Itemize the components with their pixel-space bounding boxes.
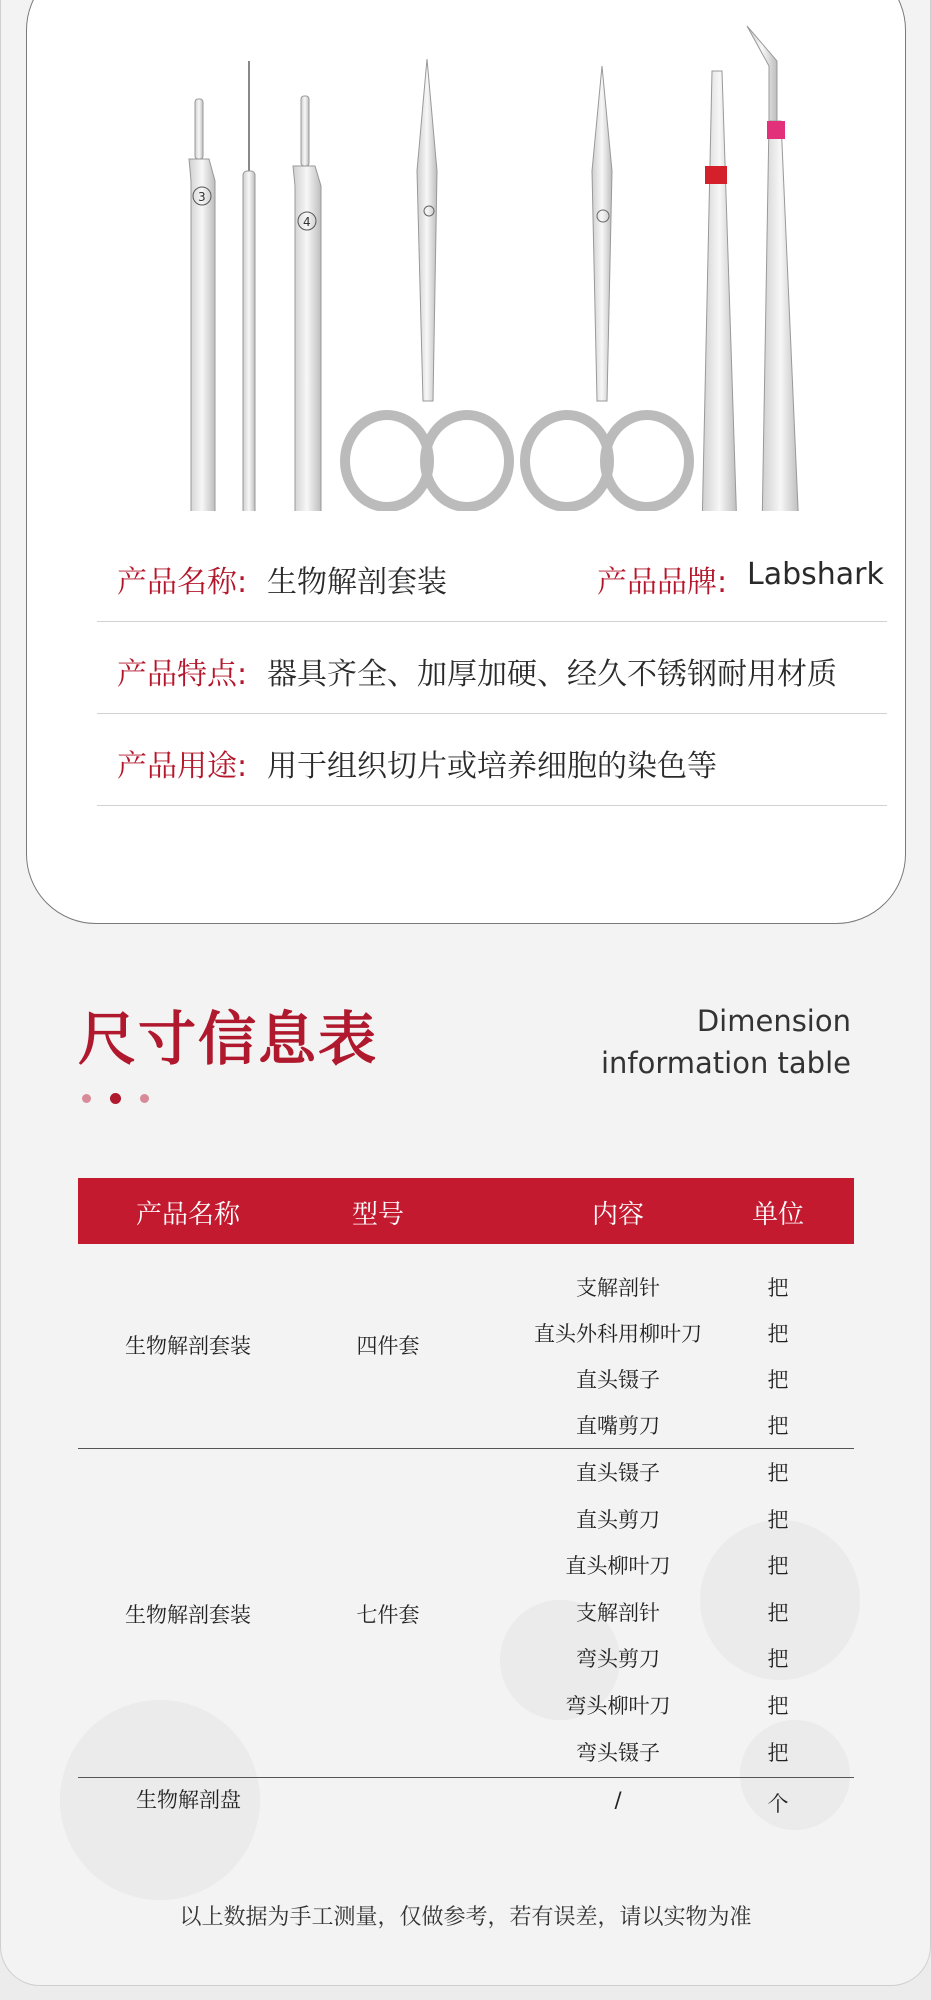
- svg-text:3: 3: [198, 190, 206, 204]
- scalpel-handle-3-icon: [189, 99, 215, 511]
- section-subtitle-line2: information table: [600, 1046, 851, 1080]
- header-unit: 单位: [751, 1200, 804, 1230]
- cell-unit: 把: [767, 1741, 789, 1765]
- cell-content: 直头柳叶刀: [565, 1554, 671, 1578]
- cell-content: /: [614, 1788, 622, 1812]
- curved-forceps-icon: [747, 26, 799, 511]
- table-row: [78, 1244, 854, 1449]
- info-row-name-brand: [97, 531, 887, 622]
- cell-unit: 把: [767, 1647, 789, 1671]
- product-usage-label: 产品用途:: [117, 749, 248, 784]
- cell-unit: 把: [767, 1276, 789, 1300]
- cell-unit: 把: [767, 1322, 789, 1346]
- cell-unit: 把: [767, 1601, 789, 1625]
- cell-content: 弯头镊子: [576, 1741, 660, 1765]
- cell-product-name: 生物解剖套装: [125, 1334, 251, 1358]
- cell-unit: 把: [767, 1368, 789, 1392]
- cell-unit: 把: [767, 1414, 789, 1438]
- cell-content: 直头镊子: [576, 1368, 660, 1392]
- cell-unit: 把: [767, 1694, 789, 1718]
- section-subtitle: [491, 1000, 851, 1084]
- cell-content: 弯头剪刀: [576, 1647, 660, 1671]
- cell-model: 四件套: [356, 1334, 420, 1358]
- dissection-tools-image: [137, 0, 897, 511]
- info-row-usage: [97, 715, 887, 806]
- table-header: [78, 1178, 854, 1244]
- product-usage-value: 用于组织切片或培养细胞的染色等: [267, 749, 717, 784]
- cell-content: 直嘴剪刀: [576, 1414, 660, 1438]
- cell-content: 直头外科用柳叶刀: [534, 1322, 702, 1346]
- cell-unit: 个: [767, 1792, 789, 1816]
- decorative-dots: [82, 1088, 163, 1107]
- info-row-feature: [97, 623, 887, 714]
- dimension-table: [78, 1178, 854, 1838]
- cell-model: 七件套: [356, 1603, 420, 1627]
- dissecting-needle-icon: [243, 61, 255, 511]
- svg-text:4: 4: [303, 215, 311, 229]
- cell-product-name: 生物解剖套装: [125, 1603, 251, 1627]
- dot-icon: [110, 1093, 121, 1104]
- product-feature-value: 器具齐全、加厚加硬、经久不锈钢耐用材质: [267, 657, 837, 692]
- product-brand-label: 产品品牌:: [597, 565, 728, 600]
- cell-content: 支解剖针: [576, 1601, 660, 1625]
- header-content: 内容: [591, 1200, 644, 1230]
- straight-scissors-icon: [345, 59, 509, 507]
- table-row: [78, 1778, 854, 1838]
- product-feature-label: 产品特点:: [117, 657, 248, 692]
- section-subtitle-line1: Dimension: [696, 1004, 851, 1038]
- header-product-name: 产品名称: [135, 1200, 240, 1230]
- cell-content: 支解剖针: [576, 1276, 660, 1300]
- cell-content: 弯头柳叶刀: [565, 1694, 671, 1718]
- dot-icon: [140, 1094, 149, 1103]
- product-card: [26, 0, 906, 924]
- footer-note: 以上数据为手工测量，仅做参考，若有误差，请以实物为准: [179, 1905, 752, 1930]
- cell-unit: 把: [767, 1554, 789, 1578]
- table-row: [78, 1449, 854, 1778]
- dot-icon: [82, 1094, 91, 1103]
- section-title: 尺寸信息表: [78, 1005, 379, 1073]
- scalpel-handle-4-icon: [293, 96, 321, 511]
- cell-product-name: 生物解剖盘: [136, 1788, 241, 1812]
- cell-content: 直头剪刀: [576, 1508, 660, 1532]
- product-name-label: 产品名称:: [117, 565, 248, 600]
- product-name-value: 生物解剖套装: [267, 565, 447, 600]
- cell-content: 直头镊子: [576, 1461, 660, 1485]
- straight-forceps-icon: [702, 71, 737, 511]
- curved-scissors-icon: [525, 66, 689, 507]
- header-model: 型号: [351, 1200, 404, 1230]
- cell-unit: 把: [767, 1508, 789, 1532]
- product-brand-value: Labshark: [747, 557, 884, 592]
- cell-unit: 把: [767, 1461, 789, 1485]
